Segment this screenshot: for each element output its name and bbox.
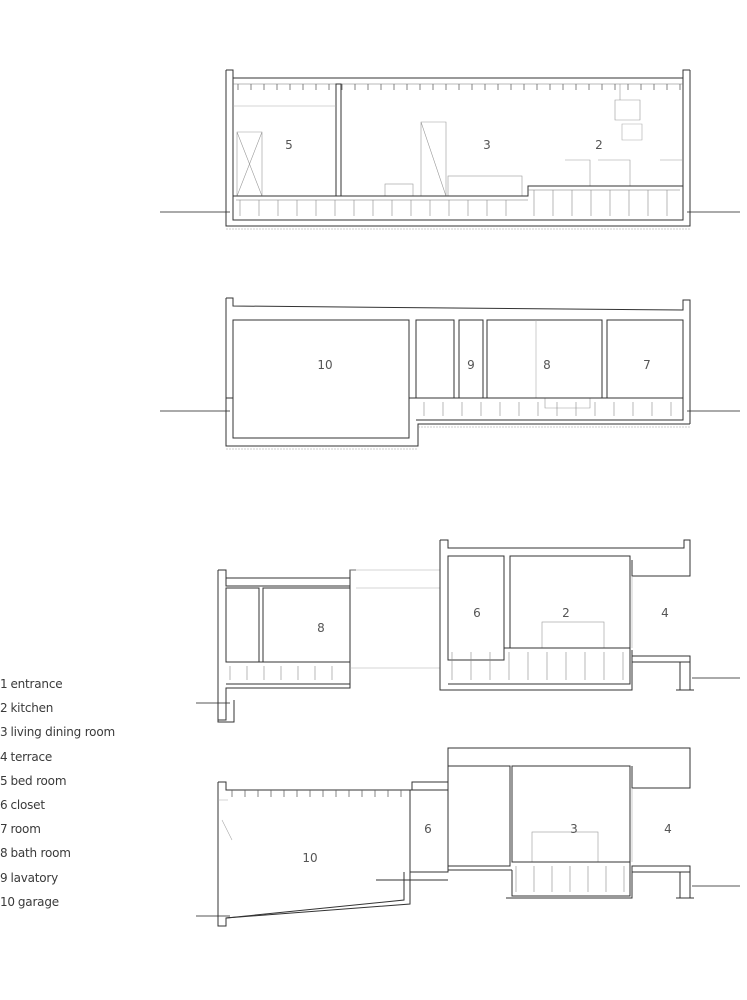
room-label: 6 [473, 606, 481, 620]
outer-wall [440, 540, 632, 690]
kitchen-hood [622, 124, 642, 140]
legend-item [0, 745, 140, 769]
terrace-footing [676, 662, 694, 690]
legend-item [0, 720, 140, 744]
roof-rafters [238, 84, 680, 90]
door-frame [421, 122, 446, 196]
legend-number: 8 [0, 846, 8, 861]
kitchen-unit [565, 84, 683, 186]
floor-joists [230, 652, 623, 680]
room-label: 5 [285, 138, 293, 152]
room-label: 2 [595, 138, 603, 152]
room-label: 10 [302, 851, 318, 865]
section-a [160, 70, 740, 229]
legend-item [0, 672, 140, 696]
legend-item [0, 890, 140, 914]
kitchen-counter [542, 622, 604, 648]
legend-item [0, 817, 140, 841]
legend-label: closet [10, 798, 45, 813]
room-label: 2 [562, 606, 570, 620]
legend-number: 9 [0, 870, 8, 885]
legend-number: 2 [0, 701, 8, 716]
floor-joists [240, 190, 667, 216]
garage-entry [218, 800, 232, 840]
room-label: 8 [317, 621, 325, 635]
legend-label: bed room [10, 773, 67, 788]
glass-link [350, 570, 440, 668]
section-b [160, 298, 740, 449]
room-label: 8 [543, 358, 551, 372]
room-label: 9 [467, 358, 475, 372]
room-label: 6 [424, 822, 432, 836]
sofa [448, 176, 522, 196]
section-c [196, 540, 740, 722]
bathroom-space [263, 588, 350, 662]
legend-label: living dining room [10, 725, 115, 740]
legend-number: 4 [0, 749, 8, 764]
step-slab [376, 870, 512, 880]
kitchen-space [510, 556, 630, 648]
legend-number: 5 [0, 773, 8, 788]
legend-item [0, 696, 140, 720]
floor-slab [448, 648, 630, 684]
legend-label: garage [17, 894, 59, 909]
legend-number: 1 [0, 677, 8, 691]
outer-wall [506, 866, 632, 898]
floor-joists [424, 402, 671, 416]
garage-space [233, 320, 409, 438]
room-label: 3 [483, 138, 491, 152]
roof-rafters [232, 790, 401, 797]
terrace-deck [632, 866, 690, 872]
legend-label: kitchen [10, 701, 54, 716]
room-label: 7 [643, 358, 651, 372]
inner-wall [233, 78, 683, 200]
legend-item [0, 841, 140, 865]
floor-slab [233, 186, 683, 220]
legend-item [0, 866, 140, 890]
room-label: 10 [317, 358, 333, 372]
legend-label: entrance [10, 677, 63, 691]
legend-label: terrace [10, 749, 53, 764]
roof-slab [218, 748, 690, 790]
legend-number: 6 [0, 798, 8, 813]
room-space [226, 588, 259, 662]
legend-item [0, 793, 140, 817]
legend-label: bath room [10, 846, 71, 861]
legend-item [0, 769, 140, 793]
partition-wall [336, 84, 341, 196]
floor-slab [226, 662, 350, 684]
bathtub [545, 398, 590, 408]
outer-wall [218, 570, 350, 720]
floor-slab [512, 862, 630, 896]
floor-joists [516, 866, 624, 892]
living-furniture [532, 832, 598, 862]
room-label: 3 [570, 822, 578, 836]
wardrobe [237, 132, 262, 196]
roof-slab [218, 570, 356, 578]
section-d [196, 748, 740, 926]
roof-slab [440, 540, 690, 576]
wall-block [448, 766, 510, 866]
legend-number: 7 [0, 822, 8, 837]
room-label: 4 [661, 606, 669, 620]
roof-slab [226, 298, 690, 424]
legend-label: lavatory [10, 870, 59, 885]
terrace-footing [676, 872, 694, 898]
living-space [512, 766, 630, 862]
room-legend [0, 672, 140, 914]
roof-slab [226, 70, 690, 78]
legend-label: room [10, 822, 41, 837]
legend-number: 3 [0, 725, 8, 740]
terrace-deck [632, 656, 690, 662]
legend-number: 10 [0, 894, 15, 909]
floor-slab [416, 398, 683, 420]
outer-wall [218, 782, 448, 926]
table [385, 184, 413, 196]
room-label: 4 [664, 822, 672, 836]
partition-room [416, 320, 454, 398]
outer-wall [226, 70, 690, 226]
roof-beam [226, 578, 350, 586]
